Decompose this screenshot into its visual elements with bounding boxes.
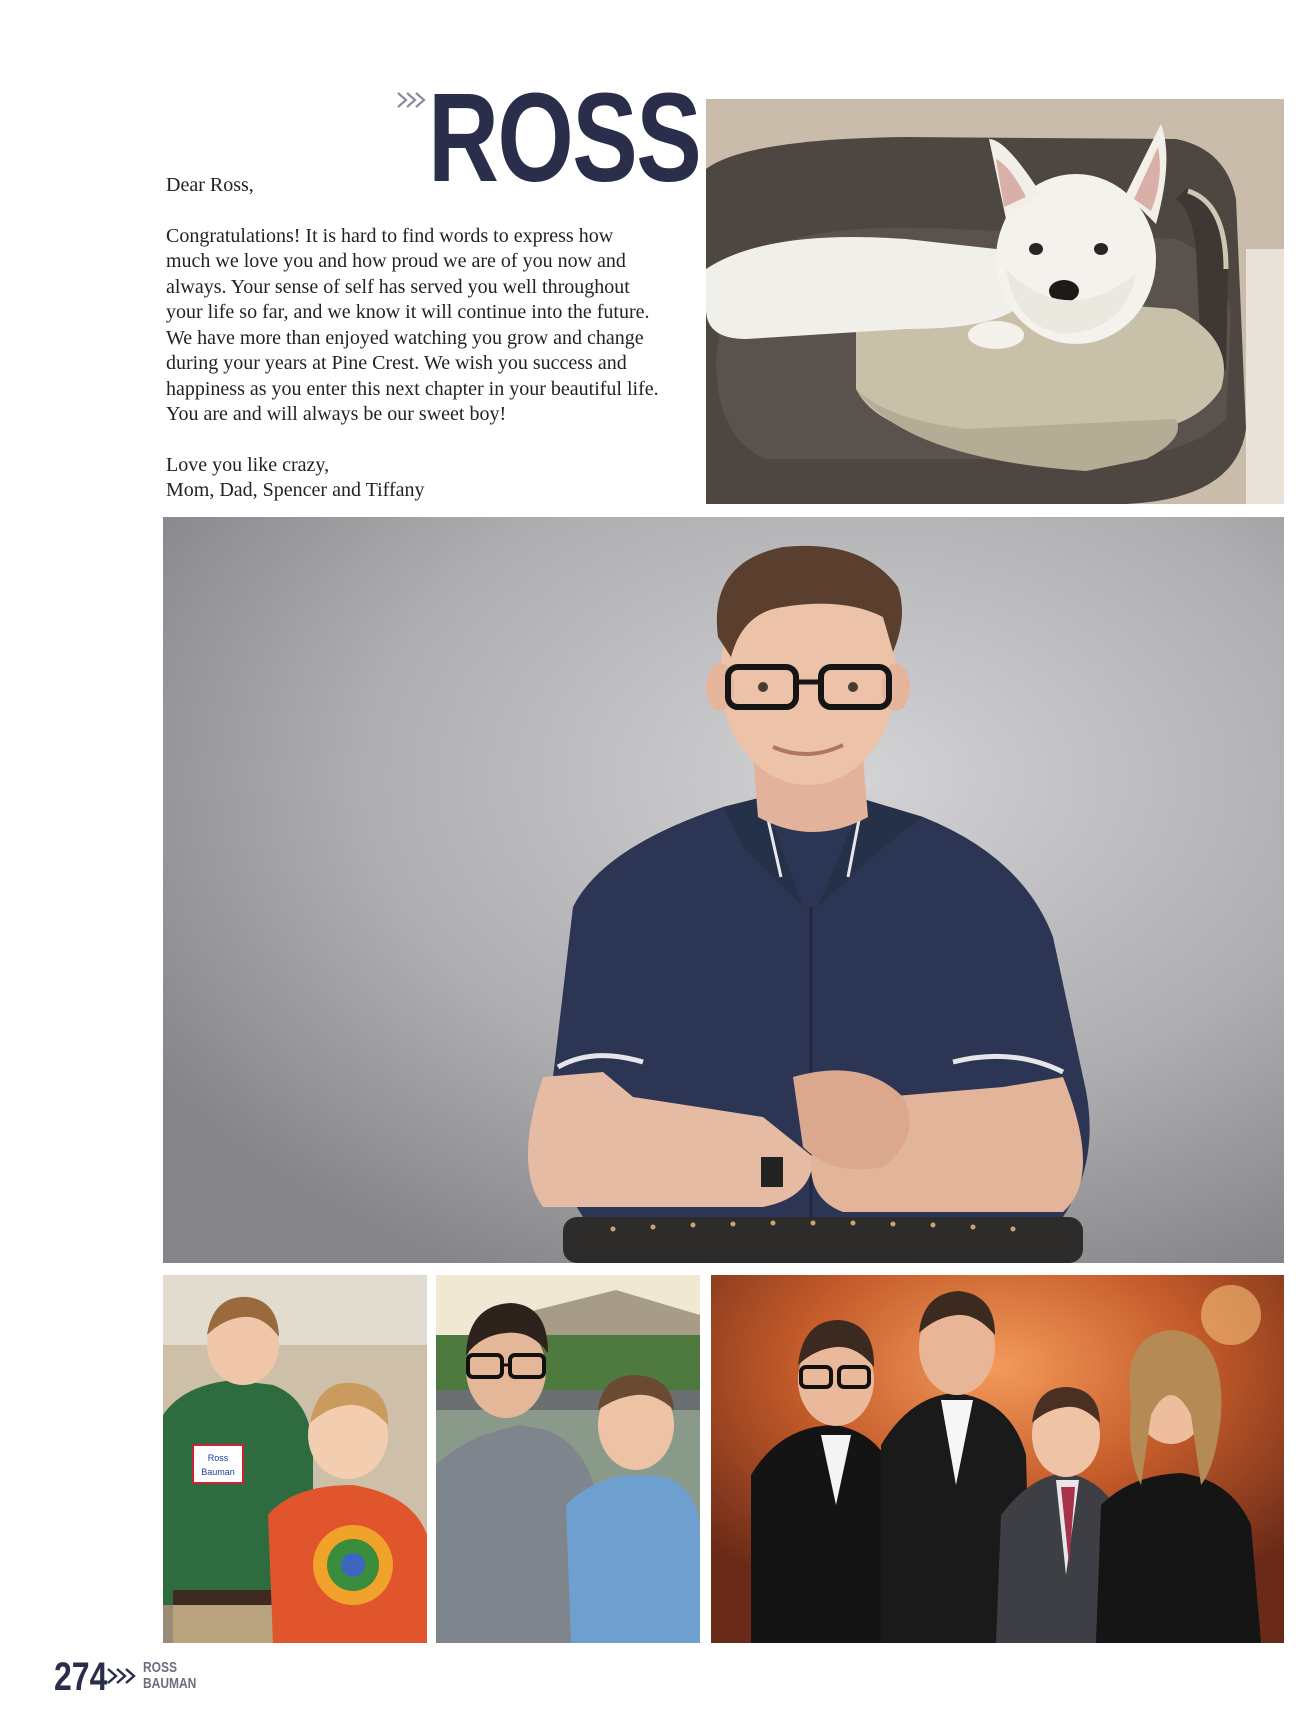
letter xyxy=(166,173,706,504)
letter-line: during your years at Pine Crest. We wish you success and xyxy=(166,352,627,374)
letter-line: much we love you and how proud we are of you now and xyxy=(166,250,626,272)
dog-illustration xyxy=(706,99,1284,504)
footer-first-name: ROSS xyxy=(143,1659,178,1676)
footer-last-name: BAUMAN xyxy=(143,1675,197,1692)
teens-illustration xyxy=(436,1275,700,1643)
letter-line: happiness as you enter this next chapter in your beautiful life. xyxy=(166,377,659,400)
page-title: ROSS xyxy=(428,67,701,208)
portrait-illustration xyxy=(163,517,1284,1263)
family-illustration xyxy=(711,1275,1284,1643)
footer-student-name xyxy=(143,1660,196,1692)
letter-line: You are and will always be our sweet boy! xyxy=(166,403,507,425)
letter-closing: Love you like crazy, xyxy=(166,453,330,476)
letter-line: always. Your sense of self has served you well throughout xyxy=(166,275,630,298)
childhood-photo xyxy=(163,1275,427,1643)
letter-line: We have more than enjoyed watching you grow and change xyxy=(166,326,644,349)
senior-portrait-photo xyxy=(163,517,1284,1263)
letter-greeting: Dear Ross, xyxy=(166,174,254,196)
kids-illustration xyxy=(163,1275,427,1643)
letter-body xyxy=(166,224,706,428)
nametag-line1: Ross xyxy=(207,1453,229,1463)
nametag-line2: Bauman xyxy=(201,1467,235,1477)
double-chevron-icon xyxy=(396,90,428,110)
family-photo xyxy=(711,1275,1284,1643)
page-number: 274 xyxy=(54,1655,108,1699)
double-chevron-icon xyxy=(106,1665,138,1687)
dog-photo xyxy=(706,99,1284,504)
letter-line: Congratulations! It is hard to find words to express how xyxy=(166,224,614,247)
letter-line: your life so far, and we know it will continue into the future. xyxy=(166,301,650,323)
letter-signature: Mom, Dad, Spencer and Tiffany xyxy=(166,479,425,501)
brothers-photo xyxy=(436,1275,700,1643)
